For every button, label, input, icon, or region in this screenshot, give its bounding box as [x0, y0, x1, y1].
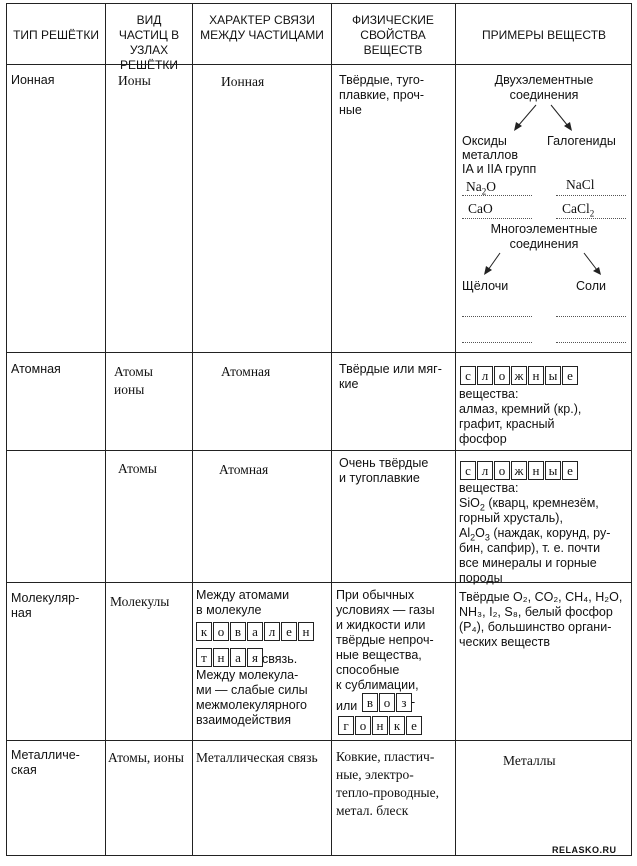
- dotted-line: [462, 316, 532, 317]
- letter-box: а: [247, 622, 263, 641]
- row-line-1: [6, 352, 632, 353]
- col-line-2: [192, 3, 193, 856]
- letter-box: а: [230, 648, 246, 667]
- header-type: ТИП РЕШЁТКИ: [13, 28, 99, 42]
- letter-box: о: [213, 622, 229, 641]
- ionic-particles: Ионы: [118, 73, 151, 88]
- letter-box: с: [460, 366, 476, 385]
- row-line-4: [6, 740, 632, 741]
- letter-boxes-word: [362, 693, 416, 712]
- letter-box: я: [247, 648, 263, 667]
- metallic-properties: Ковкие, пластич- ные, электро- тепло-проводные, метал. блеск: [336, 749, 439, 818]
- letter-box: в: [362, 693, 378, 712]
- hyphen: -: [411, 695, 416, 709]
- letter-boxes-word: [196, 648, 264, 667]
- letter-boxes-word: [460, 461, 579, 480]
- letter-box: е: [562, 461, 578, 480]
- row-line-header: [6, 64, 632, 65]
- formula-cacl2: CaCl$_2$: [562, 201, 595, 219]
- ionic-properties: Твёрдые, туго- плавкие, проч- ные: [339, 73, 425, 117]
- ionic-type: Ионная: [11, 73, 55, 87]
- letter-box: о: [494, 461, 510, 480]
- header-bond: ХАРАКТЕР СВЯЗИ МЕЖДУ ЧАСТИЦАМИ: [200, 13, 324, 42]
- header-properties: ФИЗИЧЕСКИЕ СВОЙСТВА ВЕЩЕСТВ: [352, 13, 434, 57]
- dotted-line: [556, 195, 626, 196]
- letter-box: е: [281, 622, 297, 641]
- dotted-line: [556, 342, 626, 343]
- metallic-type: Металличе- ская: [11, 748, 80, 777]
- letter-box: н: [213, 648, 229, 667]
- metallic-examples: Металлы: [503, 753, 556, 768]
- dotted-line: [462, 218, 532, 219]
- letter-box: г: [338, 716, 354, 735]
- header-particles: ВИД ЧАСТИЦ В УЗЛАХ РЕШЁТКИ: [118, 13, 180, 72]
- letter-boxes-word: [460, 366, 579, 385]
- ionic-bond: Ионная: [221, 74, 265, 89]
- letter-box: т: [196, 648, 212, 667]
- metallic-particles: Атомы, ионы: [108, 750, 184, 765]
- watermark: RELASKO.RU: [552, 845, 617, 855]
- letter-box: е: [406, 716, 422, 735]
- letter-box: ж: [511, 366, 527, 385]
- letter-box: о: [379, 693, 395, 712]
- dotted-line: [462, 342, 532, 343]
- table-border-left: [6, 3, 7, 856]
- atomic2-examples: вещества: SiO$_2$ (кварц, кремнезём, горный хрусталь), $Al_2O_3$ (наждак, корунд, ру- бин, сапфир), т. е. почти все минералы и горные породы: [459, 481, 611, 585]
- letter-box: л: [477, 366, 493, 385]
- molecular-bond-between: Между молекула- ми — слабые силы межмолекулярного взаимодействия: [196, 668, 308, 727]
- letter-box: н: [372, 716, 388, 735]
- letter-box: о: [355, 716, 371, 735]
- col-line-1: [105, 3, 106, 856]
- formula-nacl: NaCl: [566, 177, 595, 192]
- col-line-3: [331, 3, 332, 856]
- letter-box: к: [196, 622, 212, 641]
- atomic-particles: Атомы ионы: [114, 364, 153, 397]
- atomic-bond: Атомная: [221, 364, 271, 379]
- molecular-properties-or: или: [336, 699, 358, 713]
- letter-box: н: [528, 461, 544, 480]
- letter-box: н: [528, 366, 544, 385]
- letter-box: к: [389, 716, 405, 735]
- row-line-top: [6, 3, 632, 4]
- salts-label: Соли: [576, 279, 606, 293]
- letter-box: о: [494, 366, 510, 385]
- letter-boxes-word: [196, 622, 315, 641]
- letter-box: ы: [545, 461, 561, 480]
- formula-na2o: $Na_2O$: [466, 179, 496, 197]
- letter-box: з: [396, 693, 412, 712]
- formula-cao: CaO: [468, 201, 493, 216]
- row-line-bottom: [6, 855, 632, 856]
- metallic-bond: Металлическая связь: [196, 750, 318, 765]
- atomic-examples: вещества: алмаз, кремний (кр.), графит, красный фосфор: [459, 387, 582, 446]
- halides-label: Галогениды: [547, 134, 616, 148]
- molecular-properties: При обычных условиях — газы и жидкости или твёрдые непроч- ные вещества, способные к сублимации,: [336, 588, 435, 692]
- alkali-label: Щёлочи: [462, 279, 509, 293]
- molecular-bond-intro: Между атомами в молекуле: [196, 588, 290, 617]
- atomic-type: Атомная: [11, 362, 61, 376]
- letter-box: л: [477, 461, 493, 480]
- letter-boxes-word: [338, 716, 423, 735]
- molecular-bond-word: связь.: [262, 652, 298, 666]
- ionic-examples-title: Двухэлементные соединения: [494, 73, 594, 102]
- molecular-type: Молекуляр- ная: [11, 591, 80, 620]
- atomic2-particles: Атомы: [118, 461, 157, 476]
- dotted-line: [556, 316, 626, 317]
- letter-box: ы: [545, 366, 561, 385]
- molecular-examples: Твёрдые O₂, CO₂, CH₄, H₂O, NH₃, I₂, S₈, белый фосфор (P₄), большинство органи- ческих веществ: [459, 590, 623, 649]
- multi-element-title: Многоэлементные соединения: [490, 222, 598, 251]
- letter-box: л: [264, 622, 280, 641]
- oxides-label: Оксиды металлов IA и IIA групп: [462, 134, 537, 176]
- atomic-properties: Твёрдые или мяг- кие: [339, 362, 442, 391]
- letter-box: с: [460, 461, 476, 480]
- row-line-2: [6, 450, 632, 451]
- dotted-line: [462, 195, 532, 196]
- atomic2-bond: Атомная: [219, 462, 269, 477]
- atomic2-properties: Очень твёрдые и тугоплавкие: [339, 456, 429, 485]
- letter-box: н: [298, 622, 314, 641]
- molecular-particles: Молекулы: [110, 594, 170, 609]
- letter-box: е: [562, 366, 578, 385]
- letter-box: ж: [511, 461, 527, 480]
- header-examples: ПРИМЕРЫ ВЕЩЕСТВ: [481, 28, 607, 42]
- letter-box: в: [230, 622, 246, 641]
- dotted-line: [556, 218, 626, 219]
